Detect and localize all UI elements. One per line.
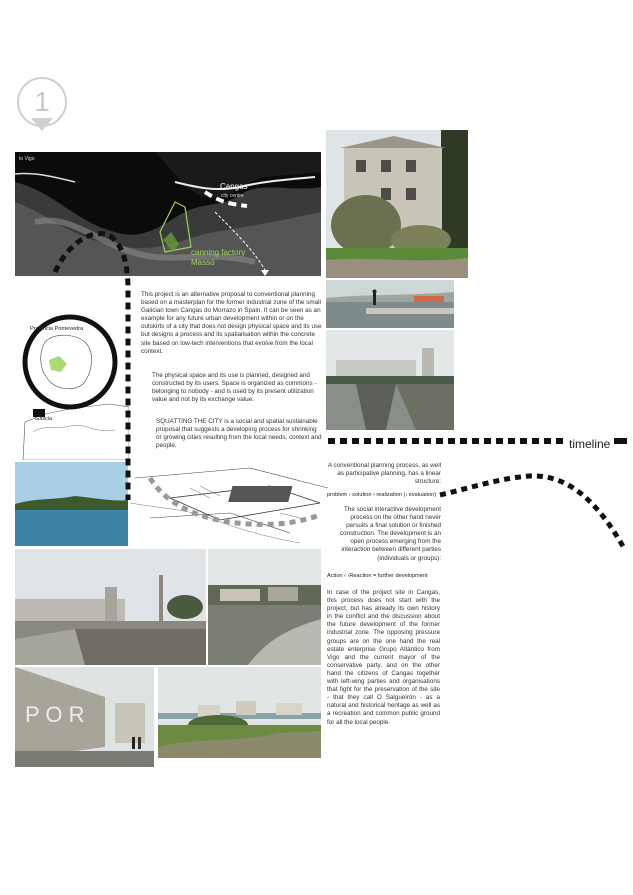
factory-pier-photo-graphic: [326, 330, 454, 430]
house-photo: [326, 130, 468, 278]
marker-pin-tip: [31, 118, 53, 131]
bay-photo: [15, 462, 128, 546]
process-formula-1: problem › solution › realization (› evaluation): [327, 492, 437, 498]
intro-paragraph-2: The physical space and its use is planned, designed and constructed by its users. Space is organized as commons - belonging to nobody - and is used by its present utilization value and not by its exchange value.: [152, 372, 317, 404]
process-paragraph-2: The social interactive development process on the other hand never persuits a final solution or finished construction. The development is an open process emerging from the interaction between different parties (individuals or groups):: [339, 506, 441, 562]
locator-map-graphic: [15, 312, 129, 460]
intro-paragraph-1: This project is an alternative proposal to conventional planning based on a masterplan for the former industrial zone of the small Galician town Cangas do Morrazo in Spain. It can be seen as an example for any future urban development within or on the outskirts of a city that does not design physical space and its use but designs a process and its spatialisation within the concrete site based on low-tech interventions that evolve from the local context.: [141, 291, 322, 355]
aerial-map-photo: [15, 152, 321, 276]
locator-label-province: Provincia Pontevedra: [30, 326, 84, 332]
sketch-drawing-graphic: [130, 458, 328, 550]
dashed-path-right: [440, 476, 625, 550]
locator-label-region: Galicia: [35, 416, 53, 422]
sketch-drawing: [130, 458, 328, 550]
svg-text:P O R: P O R: [25, 702, 85, 727]
map-label-corner: to Vigo: [19, 156, 35, 162]
bay-photo-graphic: [15, 462, 128, 546]
map-label-canning-factory: canning factory: [191, 248, 246, 257]
houses-field-photo-graphic: [158, 667, 321, 758]
houses-field-photo: [158, 667, 321, 758]
aerial-map-graphic: [15, 152, 321, 276]
pier-person-photo-graphic: [326, 280, 454, 328]
factory-chimney-photo: [15, 549, 206, 665]
pier-person-photo: [326, 280, 454, 328]
section-number: 1: [34, 86, 50, 117]
factory-chimney-photo-graphic: [15, 549, 206, 665]
timeline-label: timeline: [569, 437, 611, 451]
porto-wall-photo-graphic: [15, 667, 154, 767]
factory-pier-photo: [326, 330, 454, 430]
house-photo-graphic: [326, 130, 468, 278]
intro-paragraph-3: SQUATTING THE CITY is a social and spatial sustainable proposal that suggests a developing process for shrinking or growing cities resulting from the local needs, context and people.: [156, 418, 322, 450]
porto-wall-photo: [15, 667, 154, 767]
map-label-city-centre: city centre: [221, 193, 244, 199]
process-paragraph-3: In case of the project site in Cangas, this process does not start with the project, but has already its own history in the conflict and the discussion about the future development of the former industrial zone. The opposing pressure groups are on the one hand the real estate enterprise Grupo Atlántico from Vigo and the current mayor of the conservative party, and on the other hand the citizens of Cangas together with left-wing parties and organisations that fight for the preservation of the site - that they call O Salgueirón - as a natural and historical heritage as well as a recreation and common public ground for all the local people.: [327, 589, 440, 726]
map-label-masso: Massó: [191, 258, 215, 267]
locator-map: [15, 312, 129, 460]
rocky-shore-photo-graphic: [208, 549, 321, 665]
map-label-cangas: Cangas: [220, 182, 248, 191]
process-paragraph-1: A conventional planning process, as well as participative planning, has a linear structure:: [327, 462, 441, 486]
process-formula-2: Action ‹ ›Reaction = further development: [327, 573, 428, 579]
rocky-shore-photo: [208, 549, 321, 665]
